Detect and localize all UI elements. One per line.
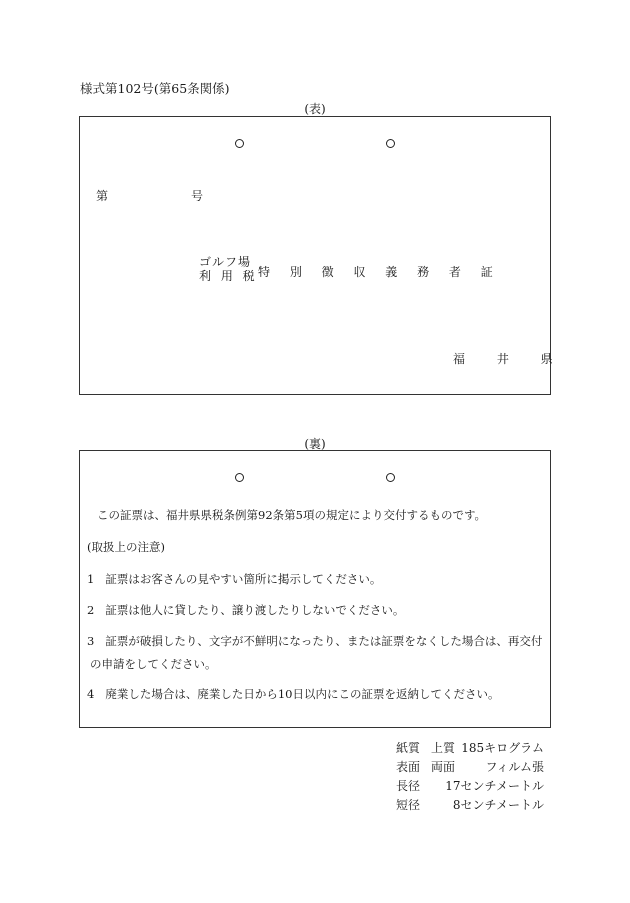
note-item	[87, 633, 542, 649]
note-continuation: の申請をしてください。	[90, 657, 217, 671]
form-title: 様式第102号(第65条関係)	[80, 81, 230, 96]
note-number: 1	[87, 572, 95, 586]
certificate-back	[79, 450, 551, 728]
note-number: 4	[87, 687, 95, 701]
number-suffix: 号	[191, 189, 204, 203]
tax-name	[199, 255, 258, 283]
spec-label: 紙質	[396, 741, 421, 755]
spec-value: 17センチメートル	[445, 779, 544, 793]
tax-name-line1: ゴルフ場	[199, 255, 252, 269]
spec-label: 短径	[396, 798, 421, 812]
front-label: (表)	[304, 102, 326, 116]
note-number: 3	[87, 634, 95, 648]
note-item	[87, 571, 381, 587]
spec-value: 185キログラム	[461, 741, 544, 755]
punch-hole-right-icon	[386, 473, 395, 482]
issuer: 福 井 県	[453, 352, 567, 366]
number-prefix: 第	[96, 189, 109, 203]
spec-label: 長径	[396, 779, 421, 793]
note-text: 廃業した場合は、廃業した日から10日以内にこの証票を返納してください。	[105, 687, 500, 701]
note-text: 証票が破損したり、文字が不鮮明になったり、または証票をなくした場合は、再交付	[105, 634, 543, 648]
back-label: (裏)	[304, 437, 326, 451]
spec-value: 8センチメートル	[452, 798, 544, 812]
punch-hole-right-icon	[386, 139, 395, 148]
note-item	[87, 686, 499, 702]
spec-value: フィルム張	[485, 760, 544, 774]
note-item	[87, 602, 404, 618]
note-text: 証票は他人に貸したり、譲り渡したりしないでください。	[105, 603, 405, 617]
certificate-front	[79, 116, 567, 395]
punch-hole-left-icon	[235, 473, 244, 482]
tax-name-line2: 利 用 税	[199, 269, 258, 283]
note-number: 2	[87, 603, 95, 617]
certificate-title: 特 別 徴 収 義 務 者 証	[258, 265, 501, 279]
notes-heading: (取扱上の注意)	[87, 540, 165, 554]
spec-sub: 両面	[431, 760, 456, 774]
spec-sub: 上質	[431, 741, 456, 755]
punch-hole-left-icon	[235, 139, 244, 148]
spec-label: 表面	[396, 760, 421, 774]
note-text: 証票はお客さんの見やすい箇所に掲示してください。	[105, 572, 382, 586]
certificate-statement: この証票は、福井県県税条例第92条第5項の規定により交付するものです。	[97, 508, 487, 522]
